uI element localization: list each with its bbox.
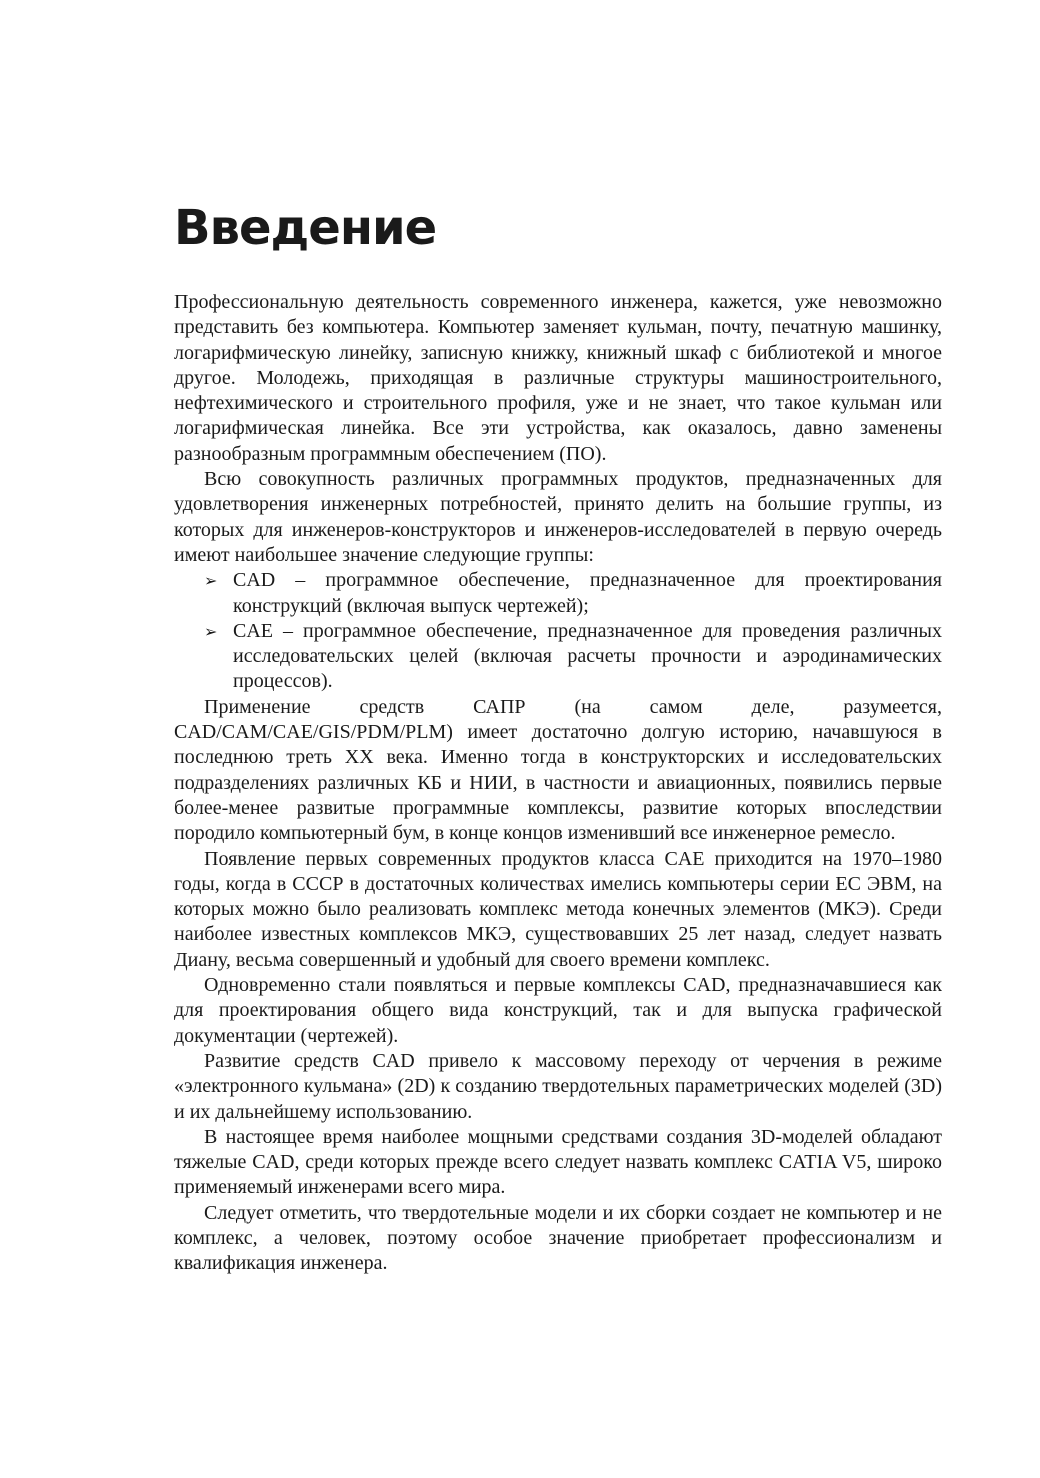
- paragraph-4: Появление первых современных продуктов класса CAE приходится на 1970–1980 годы, когда в СССР в достаточных количествах имелись компьютеры серии ЕС ЭВМ, на которых можно было реализовать комплекс метода конечных элементов (МКЭ). Среди наиболее известных комплексов МКЭ, существовавших 25 лет назад, следует назвать Диану, весьма совершенный и удобный для своего времени комплекс.: [174, 847, 942, 971]
- software-groups-list: [174, 568, 942, 694]
- arrowhead-bullet-icon: ➢: [204, 571, 218, 591]
- paragraph-6: Развитие средств CAD привело к массовому переходу от черчения в режиме «электронного кульмана» (2D) к созданию твердотельных параметрических моделей (3D) и их дальнейшему использованию.: [174, 1049, 942, 1123]
- paragraph-5: Одновременно стали появляться и первые комплексы CAD, предназначавшиеся как для проектирования общего вида конструкций, так и для выпуска графической документации (чертежей).: [174, 974, 942, 1047]
- paragraph-8: Следует отметить, что твердотельные модели и их сборки создает не компьютер и не комплекс, а человек, поэтому особое значение приобретает профессионализм и квалификация инженера.: [174, 1201, 942, 1275]
- list-item-cae: [174, 619, 942, 695]
- list-item-text: CAE – программное обеспечение, предназначенное для проведения различных исследовательских целей (включая расчеты прочности и аэродинамических процессов).: [233, 619, 942, 693]
- paragraph-3: Применение средств САПР (на самом деле, разумеется, CAD/CAM/CAE/GIS/PDM/PLM) имеет достаточно долгую историю, начавшуюся в последнюю треть XX века. Именно тогда в конструкторских и исследовательских подразделениях различных КБ и НИИ, в частности и авиационных, появились первые более-менее развитые программные комплексы, развитие которых впоследствии породило компьютерный бум, в конце концов изменивший все инженерное ремесло.: [174, 695, 942, 845]
- list-item-cad: [174, 568, 942, 619]
- arrowhead-bullet-icon: ➢: [204, 621, 218, 641]
- paragraph-7: В настоящее время наиболее мощными средствами создания 3D-моделей обладают тяжелые CAD, среди которых прежде всего следует назвать комплекс CATIA V5, широко применяемый инженерами всего мира.: [174, 1125, 942, 1199]
- chapter-body: [174, 290, 942, 1277]
- paragraph-1: Профессиональную деятельность современного инженера, кажется, уже невозможно представить без компьютера. Компьютер заменяет кульман, почту, печатную машинку, логарифмическую линейку, записную книжку, книжный шкаф с библиотекой и многое другое. Молодежь, приходящая в различные структуры машиностроительного, нефтехимического и строительного профиля, уже и не знает, что такое кульман или логарифмическая линейка. Все эти устройства, как оказалось, давно заменены разнообразным программным обеспечением (ПО).: [174, 291, 942, 465]
- list-item-text: CAD – программное обеспечение, предназначенное для проектирования конструкций (включая выпуск чертежей);: [233, 569, 942, 617]
- paragraph-2: Всю совокупность различных программных продуктов, предназначенных для удовлетворения инженерных потребностей, принято делить на большие группы, из которых для инженеров-конструкторов и инженеров-исследователей в первую очередь имеют наибольшее значение следующие группы:: [174, 468, 942, 566]
- chapter-title: Введение: [174, 200, 437, 256]
